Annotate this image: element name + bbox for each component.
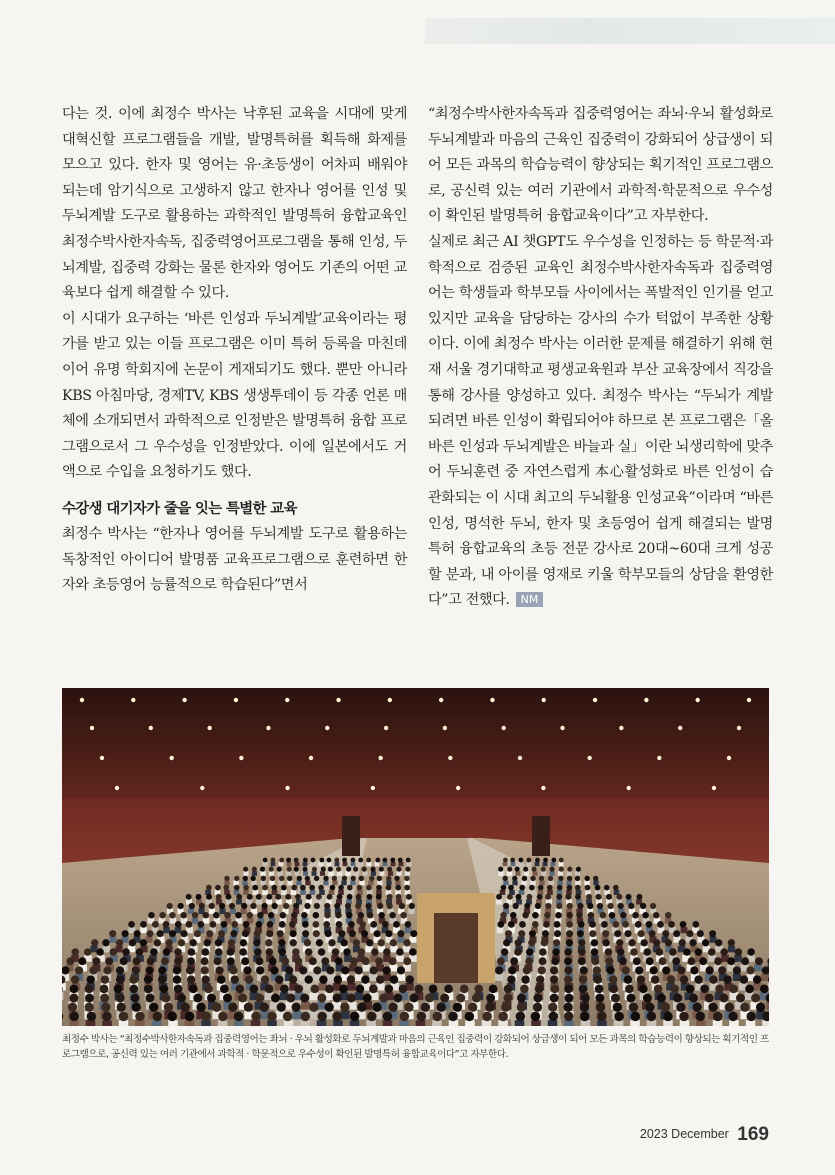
- left-column: [62, 102, 407, 599]
- page-footer: [640, 1124, 769, 1146]
- page-number: 169: [737, 1124, 769, 1145]
- right-paragraph-2-text: 실제로 최근 AI 챗GPT도 우수성을 인정하는 등 학문적·과학적으로 검증된 교육인 최정수박사한자속독과 집중력영어는 학생들과 학부모들 사이에서는 폭발적인 인기를 얻고 있지만 교육을 담당하는 강사의 수가 턱없이 부족한 상황이다. 이에 최정수 박사는 이러한 문제를 해결하기 위해 현재 서울 경기대학교 평생교육원과 부산 교육장에서 직강을 통해 강사를 양성하고 있다. 최정수 박사는 “두뇌가 계발되려면 바른 인성이 확립되어야 하므로 본 프로그램은「올바른 인성과 두뇌계발은 바늘과 실」이란 뇌생리학에 맞추어 두뇌훈련 중 자연스럽게 本心활성화로 바른 인성이 습관화되는 이 시대 최고의 두뇌활용 인성교육”이라며 “바른 인성, 명석한 두뇌, 한자 및 초등영어 쉽게 해결되는 발명특허 융합교육의 초등 전문 강사로 20대~60대 크게 성공할 분과, 내 아이를 영재로 키울 학부모들의 상담을 환영한다”고 전했다.: [428, 233, 773, 609]
- right-column: [428, 102, 773, 614]
- section-subheading: 수강생 대기자가 줄을 잇는 특별한 교육: [62, 500, 297, 517]
- left-paragraph-2: 이 시대가 요구하는 ‘바른 인성과 두뇌계발’교육이라는 평가를 받고 있는 이들 프로그램은 이미 특허 등록을 마친데 이어 유명 학회지에 논문이 게재되기도 했다. 뿐만 아니라 KBS 아침마당, 경제TV, KBS 생생투데이 등 각종 언론 매체에 소개되면서 과학적으로 인정받은 발명특허 융합 프로그램으로서 그 우수성을 인정받았다. 이에 일본에서도 거액으로 수입을 요청하기도 했다.: [62, 310, 407, 481]
- end-mark-badge: NM: [516, 592, 544, 607]
- left-paragraph-1: 다는 것. 이에 최정수 박사는 낙후된 교육을 시대에 맞게 대혁신할 프로그램들을 개발, 발명특허를 획득해 화제를 모으고 있다. 한자 및 영어는 유·초등생이 어차피 배워야 되는데 암기식으로 고생하지 않고 한자나 영어를 인성 및 두뇌계발 도구로 활용하는 과학적인 발명특허 융합교육인 최정수박사한자속독, 집중력영어프로그램을 통해 인성, 두뇌계발, 집중력 강화는 물론 한자와 영어도 기존의 어떤 교육보다 쉽게 해결할 수 있다.: [62, 106, 407, 302]
- auditorium-photo: [62, 688, 769, 1026]
- header-strip: [425, 18, 835, 44]
- right-paragraph-2: [428, 230, 773, 614]
- photo-caption: 최정수 박사는 “최정수박사한자속독과 집중력영어는 좌뇌 · 우뇌 활성화로 두뇌계발과 마음의 근육인 집중력이 강화되어 상급생이 되어 모든 과목의 학습능력이 향상되는 획기적인 프로그램으로, 공신력 있는 여러 기관에서 과학적 · 학문적으로 우수성이 확인된 발명특허 융합교육이다”고 자부한다.: [62, 1034, 769, 1060]
- right-paragraph-1: “최정수박사한자속독과 집중력영어는 좌뇌·우뇌 활성화로 두뇌계발과 마음의 근육인 집중력이 강화되어 상급생이 되어 모든 과목의 학습능력이 향상되는 획기적인 프로그램으로, 공신력 있는 여러 기관에서 과학적·학문적으로 우수성이 확인된 발명특허 융합교육이다”고 자부한다.: [428, 106, 773, 225]
- left-paragraph-3: 최정수 박사는 “한자나 영어를 두뇌계발 도구로 활용하는 독창적인 아이디어 발명품 교육프로그램으로 훈련하면 한자와 초등영어 능률적으로 학습된다”면서: [62, 525, 407, 594]
- issue-label: 2023 December: [639, 1127, 729, 1141]
